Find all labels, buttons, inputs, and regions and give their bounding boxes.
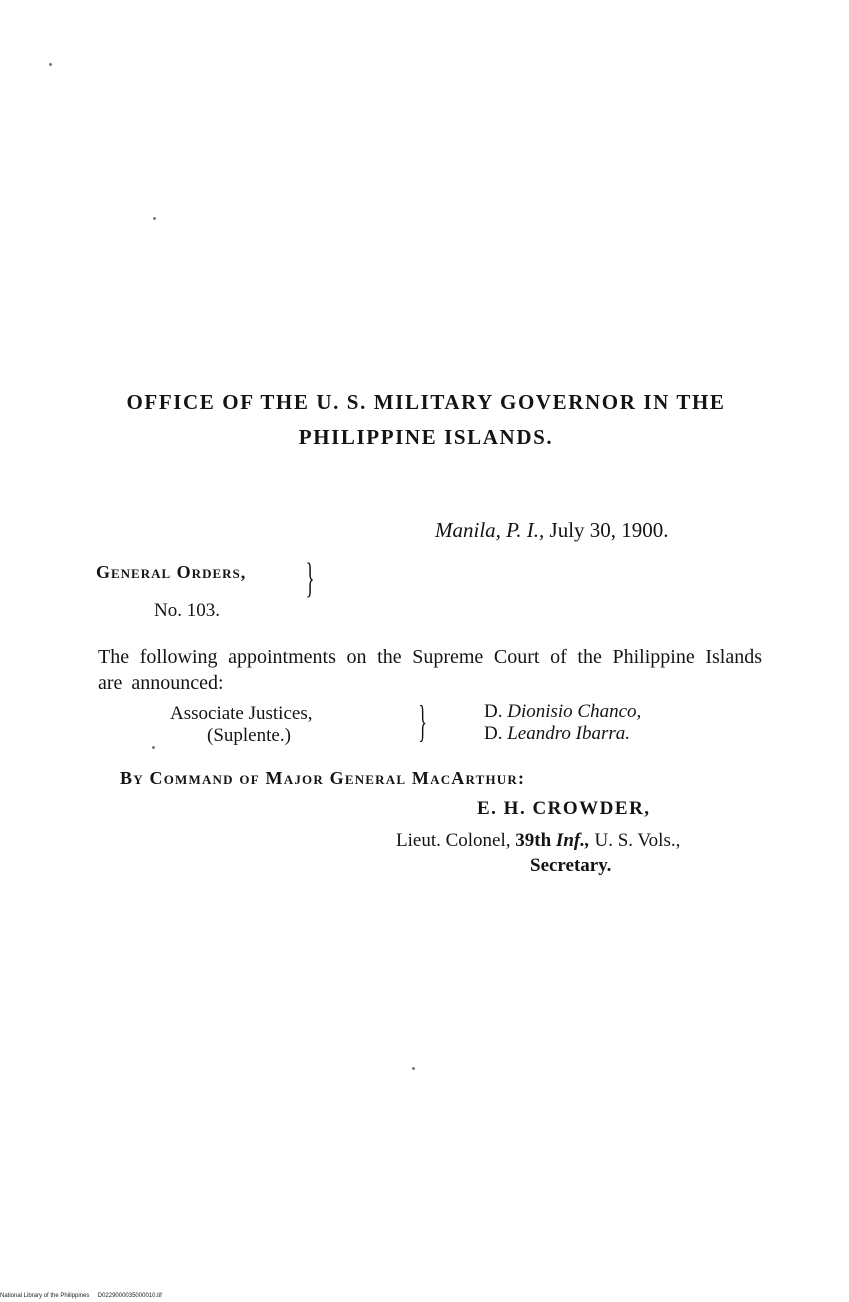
- signer-name: E. H. CROWDER,: [477, 798, 651, 819]
- signer-role: Secretary.: [530, 855, 612, 876]
- command-line: By Command of Major General MacArthur:: [120, 768, 526, 788]
- office-heading-line-2: PHILIPPINE ISLANDS.: [298, 425, 554, 449]
- justices-brace-icon: }: [418, 697, 427, 746]
- rank-prefix: Lieut. Colonel,: [396, 830, 511, 851]
- office-heading-line-1: OFFICE OF THE U. S. MILITARY GOVERNOR IN THE: [126, 390, 726, 414]
- justice-entry: [484, 723, 630, 745]
- justices-position: Associate Justices,: [170, 703, 313, 724]
- justice-name: Dionisio Chanco,: [507, 701, 642, 722]
- scan-footer: [0, 1293, 162, 1299]
- rank-inf: Inf.,: [555, 830, 590, 851]
- footer-credit: National Library of the Philippines: [0, 1293, 90, 1299]
- paper-speck: [49, 63, 52, 66]
- paper-speck: [152, 746, 155, 749]
- rank-unit: 39th: [515, 830, 552, 851]
- dateline-place: Manila, P. I.,: [435, 518, 545, 542]
- justice-name: Leandro Ibarra.: [507, 723, 631, 744]
- rank-suffix: U. S. Vols.,: [594, 830, 681, 851]
- dateline: [435, 518, 669, 543]
- justices-position-note: (Suplente.): [207, 725, 291, 746]
- signer-rank: [396, 830, 680, 852]
- justice-prefix: D.: [484, 723, 503, 744]
- footer-code: D0229000035000010.tif: [97, 1293, 162, 1299]
- paper-speck: [412, 1067, 415, 1070]
- justice-prefix: D.: [484, 701, 503, 722]
- general-orders-number: No. 103.: [154, 600, 220, 621]
- announcement-paragraph: The following appointments on the Supreme Court of the Philippine Islands are announced:: [98, 646, 762, 694]
- dateline-date: July 30, 1900.: [549, 518, 669, 542]
- paper-speck: [153, 217, 156, 220]
- justice-entry: [484, 701, 641, 723]
- general-orders-label: General Orders,: [96, 562, 247, 582]
- orders-brace-icon: }: [305, 556, 315, 602]
